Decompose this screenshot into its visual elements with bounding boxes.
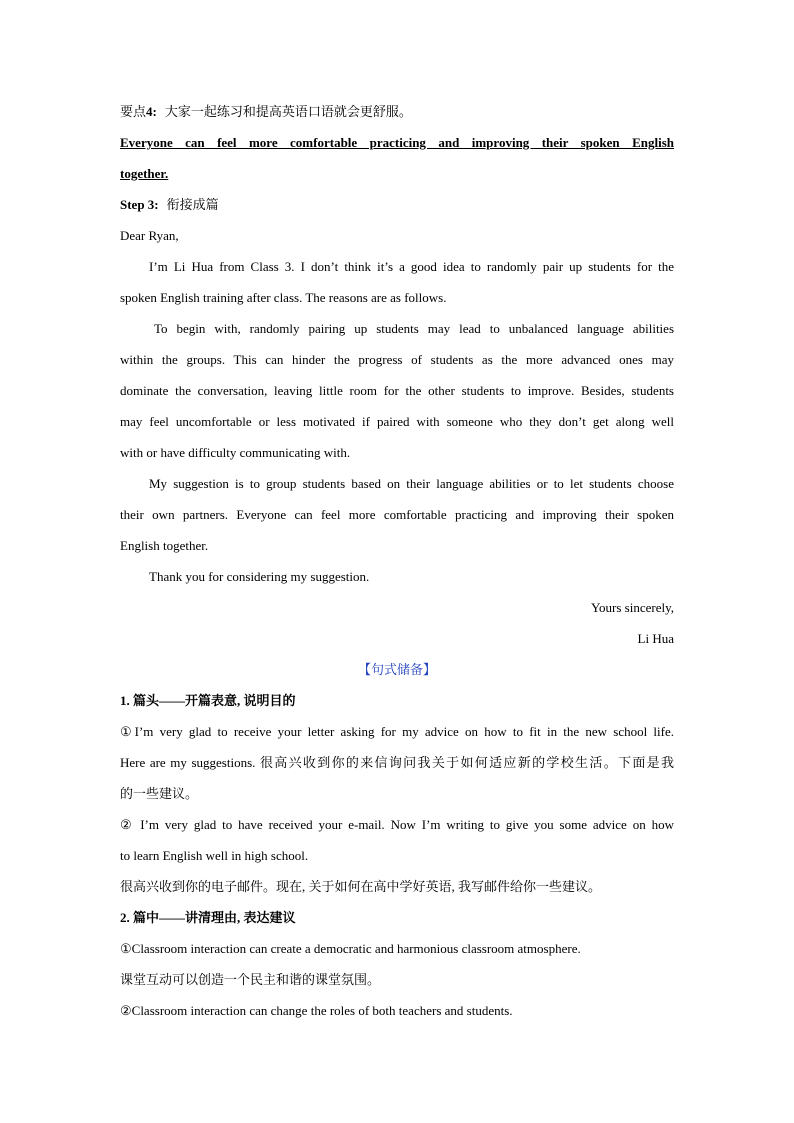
s1-item2-line1: ② I’m very glad to have received your e-mail. Now I’m writing to give you some advice on how xyxy=(120,817,674,832)
point4-english-line2: together. xyxy=(120,166,169,181)
letter-p1-line2: spoken English training after class. The reasons are as follows. xyxy=(120,290,447,305)
patterns-s1-heading: 1. 篇头——开篇表意, 说明目的 xyxy=(120,693,296,708)
letter-p2-line4: may feel uncomfortable or less motivated if paired with someone who they don’t get along well xyxy=(120,414,674,429)
letter-greeting: Dear Ryan, xyxy=(120,228,179,243)
letter-p3-line3: English together. xyxy=(120,538,209,553)
document-page xyxy=(120,96,674,1026)
s1-item1-line1: ①I’m very glad to receive your letter asking for my advice on how to fit in the new school life. xyxy=(120,724,674,739)
s2-item2: ②Classroom interaction can change the roles of both teachers and students. xyxy=(120,1003,513,1018)
letter-p2-line3: dominate the conversation, leaving little room for the other students to improve. Besides, students xyxy=(120,383,674,398)
letter-p3-line1: My suggestion is to group students based on their language abilities or to let students choose xyxy=(149,476,674,491)
s2-item1-line1: ①Classroom interaction can create a democratic and harmonious classroom atmosphere. xyxy=(120,941,581,956)
s2-item1-line2: 课堂互动可以创造一个民主和谐的课堂氛围。 xyxy=(120,972,381,987)
letter-p2-line1: To begin with, randomly pairing up students may lead to unbalanced language abilities xyxy=(154,321,674,336)
patterns-title: 【句式储备】 xyxy=(357,662,436,677)
letter-p3-line2: their own partners. Everyone can feel more comfortable practicing and improving their spoken xyxy=(120,507,674,522)
step3-text: 衔接成篇 xyxy=(166,197,219,212)
letter-p2-line5: with or have difficulty communicating with. xyxy=(120,445,351,460)
s1-item1-line2: Here are my suggestions. 很高兴收到你的来信询问我关于如何适应新的学校生活。下面是我 xyxy=(120,755,674,770)
patterns-s2-heading: 2. 篇中——讲清理由, 表达建议 xyxy=(120,910,296,925)
letter-p1-line1: I’m Li Hua from Class 3. I don’t think it’s a good idea to randomly pair up students for the xyxy=(149,259,674,274)
letter-closing: Yours sincerely, xyxy=(590,600,674,615)
s1-item2-line2: to learn English well in high school. xyxy=(120,848,309,863)
point4-text: 大家一起练习和提高英语口语就会更舒服。 xyxy=(164,104,412,119)
point4-label: 要点 xyxy=(120,104,147,119)
letter-p2-line2: within the groups. This can hinder the progress of students as the more advanced ones may xyxy=(120,352,674,367)
letter-p4: Thank you for considering my suggestion. xyxy=(149,569,370,584)
s1-item1-line3: 的一些建议。 xyxy=(120,786,199,801)
step3-line xyxy=(120,189,674,220)
s1-item2-line3: 很高兴收到你的电子邮件。现在, 关于如何在高中学好英语, 我写邮件给你一些建议。 xyxy=(120,879,602,894)
step3-label: Step 3: xyxy=(120,197,159,212)
point4-number: 4: xyxy=(146,104,157,119)
point4-english-line1: Everyone can feel more comfortable practicing and improving their spoken English xyxy=(120,135,674,150)
letter-signature: Li Hua xyxy=(637,631,674,646)
point4-line xyxy=(120,96,674,127)
